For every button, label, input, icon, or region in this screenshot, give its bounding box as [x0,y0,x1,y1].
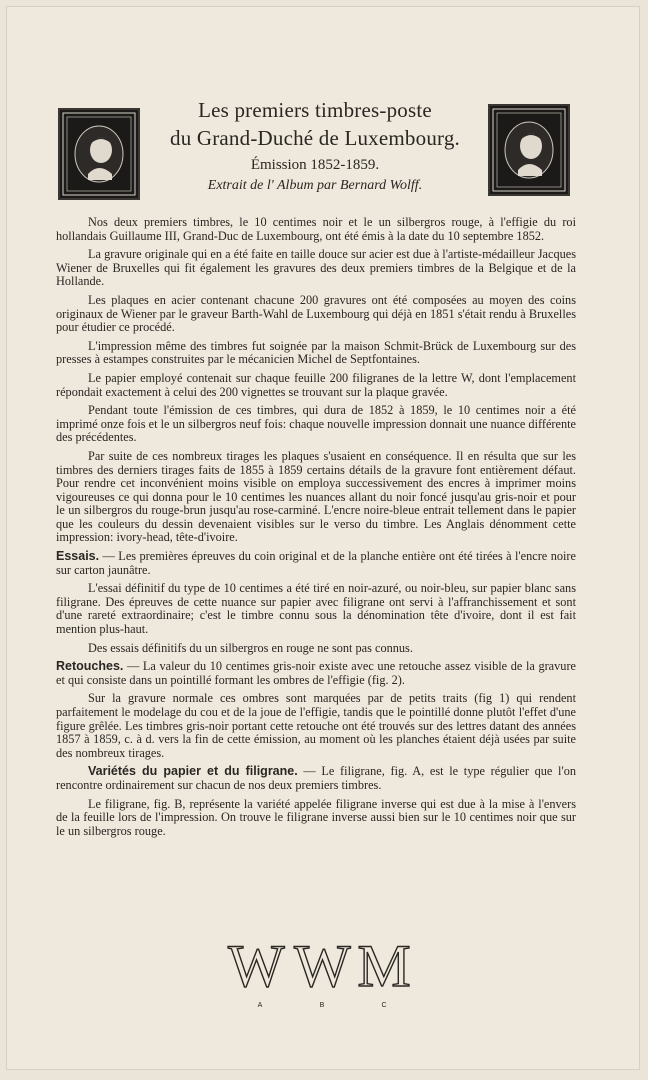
retouches-heading: Retouches. [56,659,124,674]
stamp-silbergros-portrait-icon [488,104,570,196]
title-block [150,96,480,196]
watermark-caption-a: A [257,1002,263,1009]
paragraph-10: Des essais définitifs du un silbergros en rouge ne sont pas connus. [88,640,413,655]
essais-paragraph [56,550,576,577]
varietes-paragraph [56,765,576,792]
essais-heading: Essais. [56,549,100,564]
article-body [56,216,576,843]
title-line-2: du Grand-Duché de Luxembourg. [170,126,460,150]
essais-text: — Les premières épreuves du coin original et de la planche entière ont été tirées à l'encre noire sur carton jaunâtre. [56,549,576,577]
watermark-caption-c: C [381,1002,387,1009]
varietes-heading: Variétés du papier et du filigrane. [88,764,298,779]
paragraph-4: L'impression même des timbres fut soignée par la maison Schmit-Brück de Luxembourg sur des presses à estampes construites par le mécanicien Michel de Septfontaines. [56,338,576,367]
watermark-letter-c: M [357,933,411,999]
paragraph-7: Par suite de ces nombreux tirages les plaques s'usaient en conséquence. Il en résulta que sur les timbres des derniers tirages faits de 1855 à 1859 certains détails de la gravure font entièrement défaut. Pour rendre cet inconvénient moins visible on employa successivement des encres à imprimer moins vigoureuses ce qui donna pour le 10 centimes les nuances allant du noir foncé jusqu'au gris-noir et pour le un silbergros du rouge-brun jusqu'au rose-carminé. L'encre noire-bleue entrait tellement dans le papier que les couleurs du dessin devenaient visibles sur le verso du timbre. Les Anglais dénomment cette impression: ivory-head, tête-d'ivoire. [56,448,576,545]
paragraph-2: La gravure originale qui en a été faite en taille douce sur acier est due à l'artiste-médailleur Jacques Wiener de Bruxelles qui fit également les gravures des deux premiers timbres de la Belgique et de la Hollande. [56,247,576,289]
watermark-letter-a: W [228,933,285,999]
stamp-10-centimes-portrait-icon [58,108,140,200]
watermark-letter-b: W [294,933,351,999]
title-line-1: Les premiers timbres-poste [198,98,432,122]
retouches-paragraph [56,660,576,687]
retouches-text: — La valeur du 10 centimes gris-noir existe avec une retouche assez visible de la gravure et qui consiste dans un pointillé formant les ombres de l'effigie (fig. 2). [56,659,576,687]
varietes-text: — Le filigrane, fig. A, est le type régulier que l'on rencontre ordinairement sur chacun de nos deux premiers timbres. [56,764,576,792]
paragraph-1: Nos deux premiers timbres, le 10 centimes noir et le un silbergros rouge, à l'effigie du roi hollandais Guillaume III, Grand-Duc de Luxembourg, ont été émis à la date du 10 septembre 1852. [56,215,576,243]
extract-credit: Extrait de l' Album par Bernard Wolff. [207,178,423,193]
paragraph-12: Sur la gravure normale ces ombres sont marquées par de petits traits (fig 1) qui rendent parfaitement le modelage du cou et de la joue de l'effigie, tandis que le pointillé donne plutôt l'effet d'une figure grêlée. Les timbres gris-noir portant cette retouche ont été trouvés sur des lettres datant des années 1857 à 1859, c. à d. vers la fin de cette émission, au moment où les planches étaient déjà usées par suite des nombreux tirages. [56,691,576,760]
paragraph-5: Le papier employé contenait sur chaque feuille 200 filigranes de la lettre W, dont l'emplacement répondait exactement à celui des 200 vignettes se trouvant sur la plaque gravée. [56,370,576,399]
paragraph-9: L'essai définitif du type de 10 centimes a été tiré en noir-azuré, ou noir-bleu, sur papier blanc sans filigrane. Des épreuves de cette nuance sur papier avec filigrane ont servi à l'affranchissement et sont d'une rareté extraordinaire; c'est le timbre connu sous la dénomination tête d'ivoire, dont il est fait mention plus-haut. [56,581,576,637]
watermark-figures [228,933,418,1010]
watermark-caption-b: B [319,1002,325,1009]
paragraph-6: Pendant toute l'émission de ces timbres, qui dura de 1852 à 1859, le 10 centimes noir a été imprimé onze fois et le un silbergros neuf fois: chaque nouvelle impression donnait une nuance différente des précédentes. [56,403,576,445]
paragraph-3: Les plaques en acier contenant chacune 200 gravures ont été composées au moyen des coins originaux de Wiener par le graveur Barth-Wahl de Luxembourg qui déjà en 1851 s'était rendu à Bruxelles pour étudier ce procédé. [56,292,576,335]
paragraph-14: Le filigrane, fig. B, représente la variété appelée filigrane inverse qui est due à la mise à l'envers de la feuille lors de l'impression. On trouve le filigrane inverse aussi bien sur le 10 centimes noir que sur le un silbergros rouge. [56,796,576,838]
emission-subtitle: Émission 1852-1859. [250,157,380,173]
